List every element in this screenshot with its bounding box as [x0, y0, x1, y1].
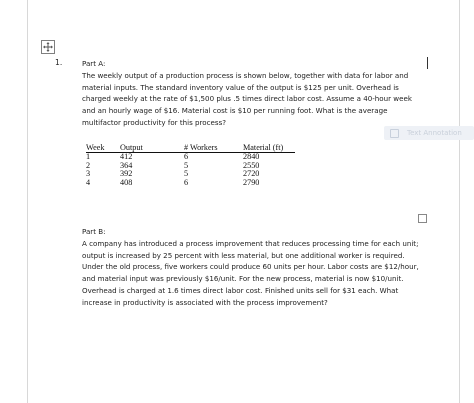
table-row — [86, 179, 295, 188]
table-cell: 2550 — [243, 160, 260, 170]
table-cell: 5 — [184, 169, 189, 178]
part-b-heading: Part B: — [82, 227, 106, 236]
table-cell: 408 — [120, 177, 133, 187]
table-cell: 2720 — [243, 169, 260, 178]
part-a-heading: Part A: — [82, 59, 106, 68]
table-cell: 6 — [184, 177, 189, 187]
page-margin-line-right — [459, 0, 460, 403]
column-header-output: Output — [120, 143, 184, 153]
table-cell: 2 — [86, 160, 91, 170]
column-header-week: Week — [86, 143, 120, 153]
faded-tool-label: Text Annotation — [407, 129, 462, 137]
table-cell: 2840 — [243, 152, 260, 161]
text-cursor — [427, 57, 428, 69]
column-header-material: Material (ft) — [243, 143, 295, 153]
table-row — [86, 153, 295, 162]
text-annotation-icon — [390, 129, 399, 138]
part-a-body: The weekly output of a production process is shown below, together with data for labor and material inputs. The standard inventory value of the output is $125 per unit. Overhead is charged weekly at the rate of $1,500 plus .5 times direct labor cost. Assume a 40-hour week and an hourly wage of $16. Material cost is $10 per running foot. What is the average multifactor productivity for this process? — [82, 71, 412, 127]
table-cell: 412 — [120, 152, 133, 161]
table-cell: 3 — [86, 169, 91, 178]
table-cell: 2790 — [243, 177, 260, 187]
production-data-table — [86, 143, 295, 187]
table-move-handle[interactable] — [41, 40, 55, 54]
table-row — [86, 170, 295, 179]
table-cell: 6 — [184, 152, 189, 161]
table-cell: 4 — [86, 177, 91, 187]
table-cell: 1 — [86, 152, 91, 161]
list-item-number: 1. — [55, 58, 63, 67]
table-cell: 392 — [120, 169, 133, 178]
faded-annotation-tool[interactable] — [384, 126, 474, 140]
table-row — [86, 162, 295, 171]
page-margin-line-left — [27, 0, 28, 403]
table-cell: 5 — [184, 160, 189, 170]
table-header-row — [86, 143, 295, 153]
checkbox[interactable] — [418, 214, 427, 223]
move-cross-icon — [43, 42, 53, 52]
part-b-body: A company has introduced a process improvement that reduces processing time for each unit; output is increased by 25 percent with less material, but one additional worker is required. Under the old process, five workers could produce 60 units per hour. Labor costs are $12/hour, and material input was previously $16/unit. For the new process, material is now $10/unit. Overhead is charged at 1.6 times direct labor cost. Finished units sell for $31 each. What increase in productivity is associated with the process improvement? — [82, 239, 419, 307]
table-cell: 364 — [120, 160, 133, 170]
column-header-workers: # Workers — [184, 143, 243, 153]
